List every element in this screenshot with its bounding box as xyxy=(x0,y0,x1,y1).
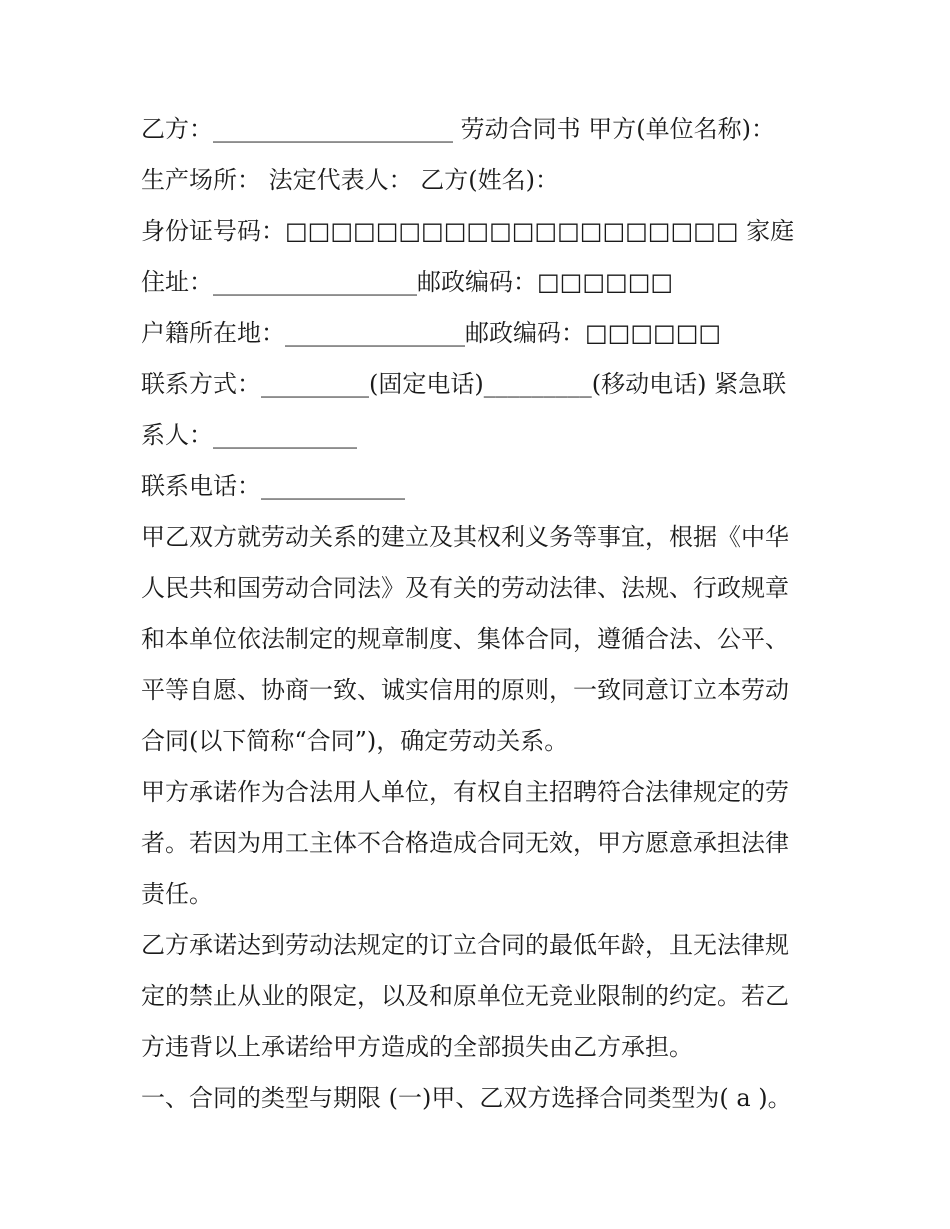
paragraph-line: 甲方承诺作为合法用人单位，有权自主招聘符合法律规定的劳 xyxy=(141,778,789,806)
household-registration-line: 户籍所在地：_______________邮政编码：□□□□□□ xyxy=(141,319,722,347)
paragraph-line: 定的禁止从业的限定，以及和原单位无竞业限制的约定。若乙 xyxy=(141,982,789,1010)
paragraph-line: 合同(以下简称“合同”)，确定劳动关系。 xyxy=(141,727,569,755)
contact-phone-line: 联系电话：____________ xyxy=(141,472,405,500)
paragraph-line: 乙方承诺达到劳动法规定的订立合同的最低年龄，且无法律规 xyxy=(141,931,789,959)
paragraph-line: 责任。 xyxy=(141,880,213,908)
paragraph-line: 方违背以上承诺给甲方造成的全部损失由乙方承担。 xyxy=(141,1033,693,1061)
section-heading-line: 一、合同的类型与期限 (一)甲、乙双方选择合同类型为( a )。 xyxy=(141,1084,792,1112)
paragraph-line: 甲乙双方就劳动关系的建立及其权利义务等事宜，根据《中华 xyxy=(141,523,789,551)
document-body xyxy=(141,104,821,1124)
party-b-header-line: 乙方：____________________ 劳动合同书 甲方(单位名称)： xyxy=(141,115,775,143)
paragraph-line: 平等自愿、协商一致、诚实信用的原则，一致同意订立本劳动 xyxy=(141,676,789,704)
paragraph-line: 人民共和国劳动合同法》及有关的劳动法律、法规、行政规章 xyxy=(141,574,789,602)
paragraph-line: 和本单位依法制定的规章制度、集体合同，遵循合法、公平、 xyxy=(141,625,789,653)
paragraph-line: 者。若因为用工主体不合格造成合同无效，甲方愿意承担法律 xyxy=(141,829,789,857)
contact-method-line: 联系方式：_________(固定电话)_________(移动电话) 紧急联 xyxy=(141,370,787,398)
workplace-representative-line: 生产场所： 法定代表人： 乙方(姓名)： xyxy=(141,166,559,194)
emergency-contact-line: 系人：____________ xyxy=(141,421,357,449)
home-address-line: 住址：_________________邮政编码：□□□□□□ xyxy=(141,268,674,296)
id-number-line: 身份证号码：□□□□□□□□□□□□□□□□□□□□ 家庭 xyxy=(141,217,795,245)
